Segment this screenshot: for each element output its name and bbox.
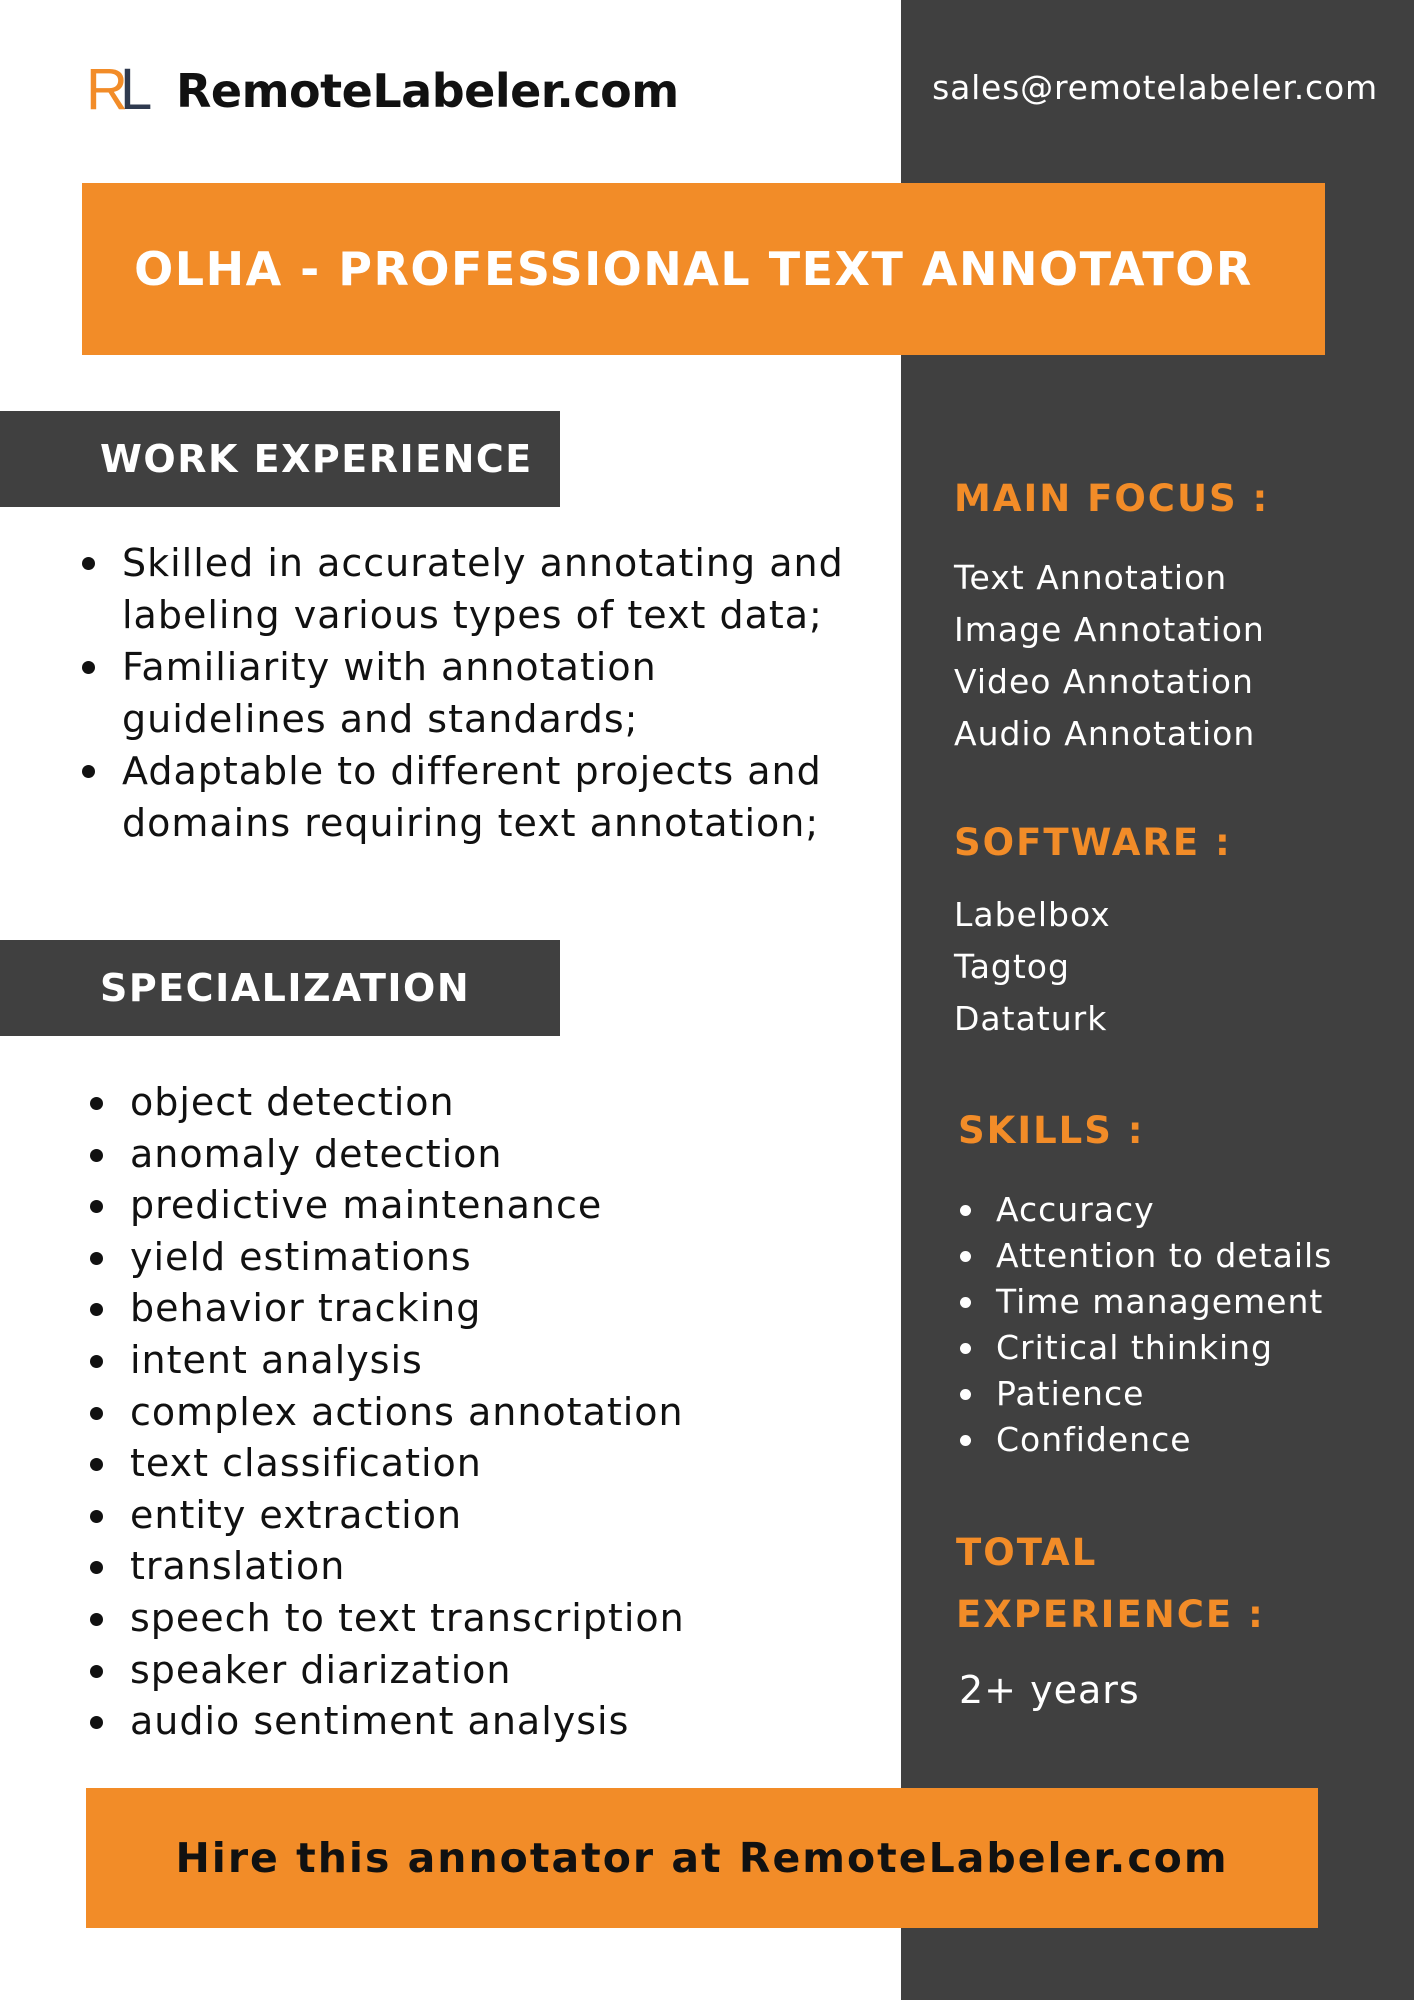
work-experience-list <box>80 537 870 849</box>
list-item: Attention to details <box>956 1233 1332 1279</box>
list-item: Labelbox <box>954 895 1111 934</box>
list-item: object detection <box>88 1077 868 1129</box>
list-item: Video Annotation <box>954 662 1254 701</box>
logo-mark-r: R <box>86 57 124 122</box>
list-item: complex actions annotation <box>88 1387 868 1439</box>
list-item: speaker diarization <box>88 1645 868 1697</box>
list-item: speech to text transcription <box>88 1593 868 1645</box>
hire-cta-banner[interactable] <box>86 1788 1318 1928</box>
list-item: Image Annotation <box>954 610 1265 649</box>
list-item: Audio Annotation <box>954 714 1256 753</box>
logo-mark-l: L <box>120 57 149 122</box>
skills-heading: SKILLS : <box>958 1109 1145 1152</box>
list-item: yield estimations <box>88 1232 868 1284</box>
list-item: text classification <box>88 1438 868 1490</box>
list-item: intent analysis <box>88 1335 868 1387</box>
skills-list <box>956 1187 1332 1463</box>
company-logo <box>86 57 679 122</box>
list-item: Adaptable to different projects and domains requiring text annotation; <box>80 745 870 849</box>
list-item: Dataturk <box>954 999 1108 1038</box>
list-item: Critical thinking <box>956 1325 1332 1371</box>
total-experience-heading-line2: EXPERIENCE : <box>956 1593 1265 1636</box>
specialization-list <box>88 1077 868 1748</box>
list-item: Accuracy <box>956 1187 1332 1233</box>
work-experience-header <box>0 411 560 507</box>
work-experience-heading: WORK EXPERIENCE <box>100 437 533 481</box>
specialization-heading: SPECIALIZATION <box>100 966 471 1010</box>
hire-cta-text[interactable]: Hire this annotator at RemoteLabeler.com <box>175 1834 1229 1882</box>
list-item: entity extraction <box>88 1490 868 1542</box>
list-item: Text Annotation <box>954 558 1228 597</box>
list-item: predictive maintenance <box>88 1180 868 1232</box>
software-list <box>954 889 1111 1045</box>
contact-email[interactable]: sales@remotelabeler.com <box>932 68 1378 107</box>
list-item: Familiarity with annotation guidelines and standards; <box>80 641 870 745</box>
list-item: anomaly detection <box>88 1129 868 1181</box>
page-title: OLHA - PROFESSIONAL TEXT ANNOTATOR <box>134 242 1253 296</box>
total-experience-heading-line1: TOTAL <box>956 1531 1098 1574</box>
list-item: Skilled in accurately annotating and labeling various types of text data; <box>80 537 870 641</box>
main-focus-heading: MAIN FOCUS : <box>954 477 1270 520</box>
list-item: behavior tracking <box>88 1283 868 1335</box>
total-experience-value: 2+ years <box>959 1668 1140 1712</box>
main-focus-list <box>954 552 1265 760</box>
title-banner <box>82 183 1325 355</box>
list-item: audio sentiment analysis <box>88 1696 868 1748</box>
list-item: Tagtog <box>954 947 1070 986</box>
logo-text: RemoteLabeler.com <box>176 64 679 118</box>
specialization-header <box>0 940 560 1036</box>
logo-mark <box>86 57 162 122</box>
software-heading: SOFTWARE : <box>954 821 1232 864</box>
list-item: Time management <box>956 1279 1332 1325</box>
list-item: translation <box>88 1541 868 1593</box>
list-item: Confidence <box>956 1417 1332 1463</box>
list-item: Patience <box>956 1371 1332 1417</box>
